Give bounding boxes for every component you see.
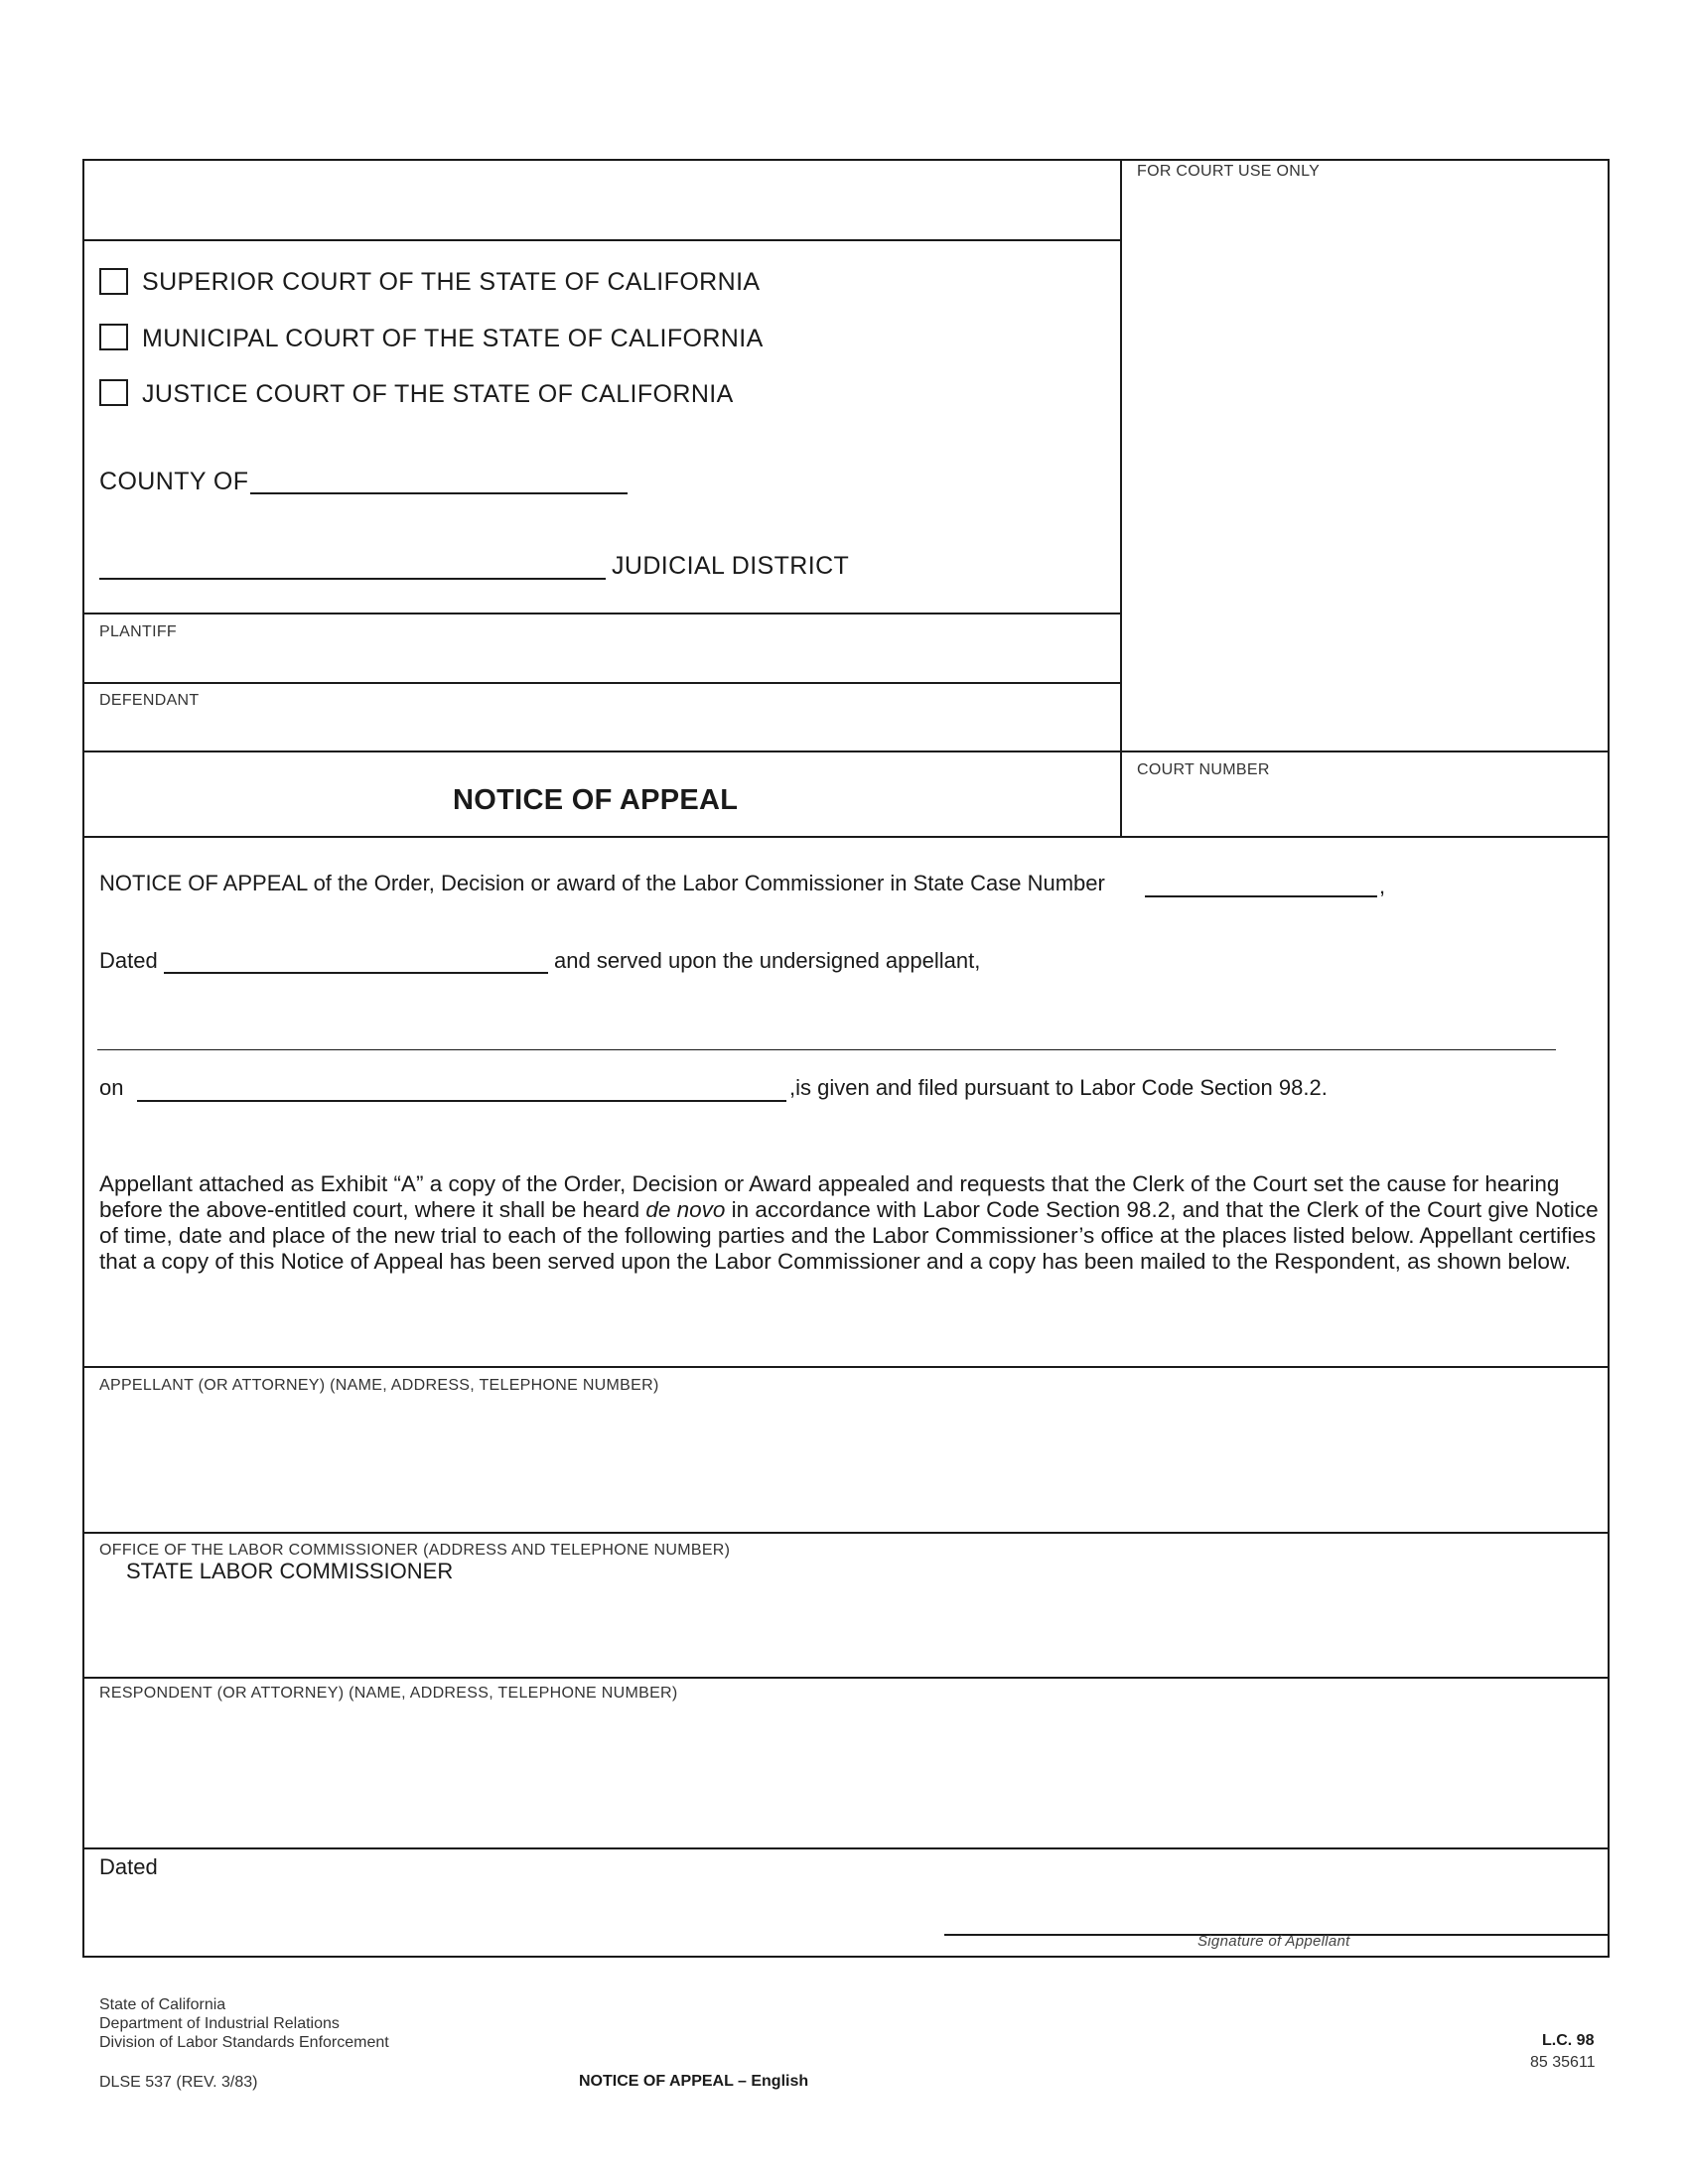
court-number-label: COURT NUMBER xyxy=(1137,761,1270,778)
court-number-field[interactable] xyxy=(1124,782,1607,834)
municipal-court-checkbox[interactable] xyxy=(99,324,128,350)
on-date-field[interactable] xyxy=(137,1100,786,1102)
county-field[interactable] xyxy=(250,492,628,494)
divider xyxy=(82,613,1121,614)
divider xyxy=(1120,751,1122,837)
signature-field[interactable] xyxy=(944,1886,1608,1932)
judicial-district-field[interactable] xyxy=(99,578,606,580)
paragraph-line xyxy=(99,1197,1599,1223)
plaintiff-field[interactable] xyxy=(85,640,1118,680)
signature-dated-label: Dated xyxy=(99,1854,158,1879)
municipal-court-label: MUNICIPAL COURT OF THE STATE OF CALIFORNIA xyxy=(142,325,764,352)
paragraph-line: Appellant attached as Exhibit “A” a copy of the Order, Decision or Award appealed and requests that the Clerk of the Court set the cause for hearing xyxy=(99,1171,1560,1196)
court-use-area[interactable] xyxy=(1124,184,1607,748)
appellant-label: APPELLANT (OR ATTORNEY) (NAME, ADDRESS, TELEPHONE NUMBER) xyxy=(99,1377,659,1394)
paragraph-text: in accordance with Labor Code Section 98.2, and that the Clerk of the Court give Notice xyxy=(725,1197,1599,1222)
superior-court-label: SUPERIOR COURT OF THE STATE OF CALIFORNIA xyxy=(142,268,761,296)
justice-court-checkbox[interactable] xyxy=(99,379,128,406)
certification-paragraph xyxy=(99,1171,1599,1275)
office-label: OFFICE OF THE LABOR COMMISSIONER (ADDRESS AND TELEPHONE NUMBER) xyxy=(99,1542,731,1559)
defendant-label: DEFENDANT xyxy=(99,692,200,709)
served-text: and served upon the undersigned appellant, xyxy=(554,948,981,973)
agency-line: Division of Labor Standards Enforcement xyxy=(99,2034,389,2051)
respondent-label: RESPONDENT (OR ATTORNEY) (NAME, ADDRESS, TELEPHONE NUMBER) xyxy=(99,1685,678,1702)
dated-label: Dated xyxy=(99,948,158,973)
page-title: NOTICE OF APPEAL xyxy=(453,784,739,816)
divider xyxy=(82,836,1610,838)
paragraph-line: of time, date and place of the new trial to each of the following parties and the Labor Commissioner’s office at the places listed below. Appellant certifies xyxy=(99,1223,1597,1248)
appellant-name-field[interactable] xyxy=(97,1049,1556,1050)
county-label: COUNTY OF xyxy=(99,468,249,495)
de-novo-text: de novo xyxy=(645,1197,726,1222)
appeal-intro-text: NOTICE OF APPEAL of the Order, Decision or award of the Labor Commissioner in State Case Number xyxy=(99,871,1105,895)
respondent-field[interactable] xyxy=(85,1706,1607,1844)
divider xyxy=(82,1532,1610,1534)
footer-title: NOTICE OF APPEAL – English xyxy=(579,2073,809,2090)
header-blank-field[interactable] xyxy=(85,162,1118,237)
justice-court-label: JUSTICE COURT OF THE STATE OF CALIFORNIA xyxy=(142,380,734,408)
signature-label: Signature of Appellant xyxy=(1197,1933,1350,1950)
divider xyxy=(82,1366,1610,1368)
defendant-field[interactable] xyxy=(85,709,1118,749)
judicial-district-label: JUDICIAL DISTRICT xyxy=(612,552,850,580)
state-case-number-field[interactable] xyxy=(1145,895,1377,897)
dated-field[interactable] xyxy=(164,972,548,974)
appellant-field[interactable] xyxy=(85,1398,1607,1529)
divider xyxy=(82,751,1610,752)
court-use-label: FOR COURT USE ONLY xyxy=(1137,163,1321,180)
paragraph-text: before the above-entitled court, where it shall be heard xyxy=(99,1197,646,1222)
divider xyxy=(82,239,1121,241)
lc-number: L.C. 98 xyxy=(1542,2032,1595,2049)
divider xyxy=(1120,159,1122,837)
divider xyxy=(82,682,1121,684)
form-code: 85 35611 xyxy=(1530,2054,1596,2071)
signature-dated-field[interactable] xyxy=(179,1854,874,1888)
plaintiff-label: PLANTIFF xyxy=(99,623,177,640)
line1-comma: , xyxy=(1379,874,1386,898)
office-value: STATE LABOR COMMISSIONER xyxy=(126,1559,454,1583)
divider xyxy=(82,1847,1610,1849)
superior-court-checkbox[interactable] xyxy=(99,268,128,295)
agency-line: Department of Industrial Relations xyxy=(99,2015,340,2032)
agency-block xyxy=(99,1995,389,2052)
filed-text: ,is given and filed pursuant to Labor Code Section 98.2. xyxy=(789,1075,1328,1100)
divider xyxy=(82,1677,1610,1679)
form-id: DLSE 537 (REV. 3/83) xyxy=(99,2074,258,2091)
agency-line: State of California xyxy=(99,1996,226,2013)
paragraph-line: that a copy of this Notice of Appeal has been served upon the Labor Commissioner and a copy has been mailed to the Respondent, as shown below. xyxy=(99,1249,1572,1274)
on-label: on xyxy=(99,1075,124,1100)
